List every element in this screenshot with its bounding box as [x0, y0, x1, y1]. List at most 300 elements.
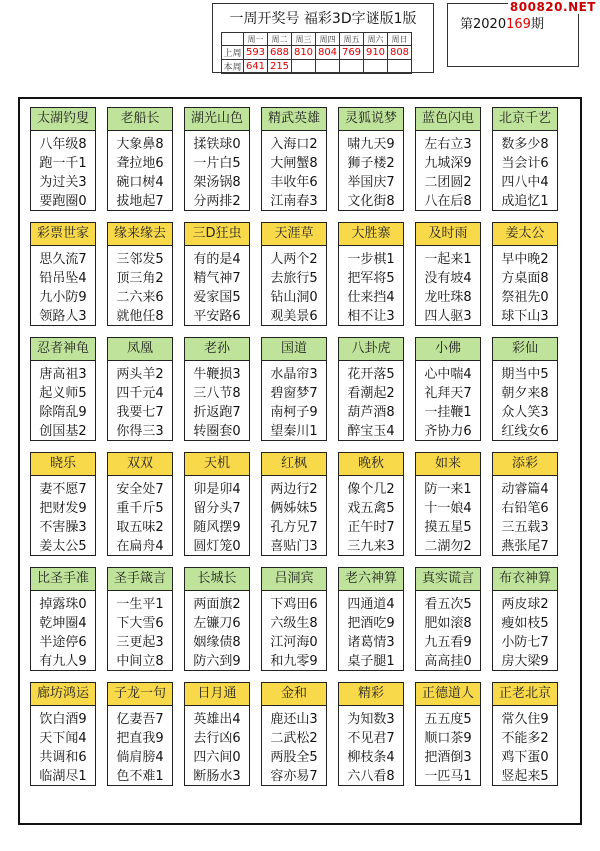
card-title: 湖光山色 [185, 108, 249, 131]
riddle-line: 色不难1 [116, 769, 164, 784]
riddle-line: 戏五禽5 [347, 501, 395, 516]
card-title: 廊坊鸿运 [31, 683, 95, 706]
riddle-line: 水晶帘3 [270, 367, 318, 382]
weekday-cell: 周六 [364, 33, 388, 46]
corner-cell [222, 33, 244, 46]
riddle-line: 左右立3 [424, 137, 472, 152]
riddle-lines [416, 361, 480, 441]
riddle-line: 正午时7 [347, 520, 395, 535]
card-title: 天机 [185, 453, 249, 476]
riddle-line: 起义师5 [39, 386, 87, 401]
riddle-line: 四八中4 [501, 175, 549, 190]
riddle-line: 九小防9 [39, 290, 87, 305]
card-title: 晓乐 [31, 453, 95, 476]
riddle-line: 诸葛情3 [347, 635, 395, 650]
riddle-grid [30, 107, 558, 786]
card-title: 精彩 [339, 683, 403, 706]
riddle-lines [185, 706, 249, 786]
card-title: 老船长 [108, 108, 172, 131]
riddle-line: 瘦如枝5 [501, 616, 549, 631]
riddle-line: 为知数3 [347, 712, 395, 727]
riddle-lines [262, 246, 326, 326]
riddle-line: 卯是卯4 [193, 482, 241, 497]
riddle-card [261, 222, 327, 326]
riddle-line: 半途停6 [39, 635, 87, 650]
riddle-line: 四通道4 [347, 597, 395, 612]
card-title: 凤凰 [108, 338, 172, 361]
card-title: 精武英雄 [262, 108, 326, 131]
riddle-lines [493, 131, 557, 211]
riddle-line: 举国庆7 [347, 175, 395, 190]
riddle-line: 有的是4 [193, 252, 241, 267]
riddle-line: 俩姊妹5 [270, 501, 318, 516]
card-title: 大胜寨 [339, 223, 403, 246]
riddle-line: 礼拜天7 [424, 386, 472, 401]
riddle-lines [262, 591, 326, 671]
riddle-line: 爱家国5 [193, 290, 241, 305]
issue-suffix: 期 [530, 17, 544, 32]
riddle-line: 碧窗梦7 [270, 386, 318, 401]
riddle-line: 防一来1 [424, 482, 472, 497]
riddle-line: 不能多2 [501, 731, 549, 746]
riddle-line: 心中喘4 [424, 367, 472, 382]
riddle-line: 狮子楼2 [347, 156, 395, 171]
draw-number [292, 60, 316, 74]
card-title: 老六神算 [339, 568, 403, 591]
riddle-line: 大闸蟹8 [270, 156, 318, 171]
riddle-line: 摸五星5 [424, 520, 472, 535]
this-week-row [222, 60, 412, 74]
riddle-line: 九城深9 [424, 156, 472, 171]
weekday-cell: 周三 [292, 33, 316, 46]
draw-number: 641 [244, 60, 268, 74]
card-title: 小佛 [416, 338, 480, 361]
riddle-line: 望秦川1 [270, 424, 318, 439]
draw-number: 215 [268, 60, 292, 74]
riddle-lines [185, 476, 249, 556]
riddle-line: 鹿还山3 [270, 712, 318, 727]
weekly-draw-panel [212, 3, 434, 73]
riddle-line: 亿妻吾7 [116, 712, 164, 727]
riddle-lines [339, 476, 403, 556]
riddle-lines [339, 361, 403, 441]
riddle-line: 四千元4 [116, 386, 164, 401]
riddle-lines [339, 131, 403, 211]
riddle-line: 铅吊坠4 [39, 271, 87, 286]
card-title: 长城长 [185, 568, 249, 591]
card-title: 及时雨 [416, 223, 480, 246]
riddle-line: 精气神7 [193, 271, 241, 286]
card-title: 晚秋 [339, 453, 403, 476]
riddle-card [492, 567, 558, 671]
riddle-card [415, 567, 481, 671]
riddle-line: 两头羊2 [116, 367, 164, 382]
riddle-line: 一匹马1 [424, 769, 472, 784]
riddle-line: 左镰刀6 [193, 616, 241, 631]
riddle-line: 常久住9 [501, 712, 549, 727]
riddle-lines [108, 361, 172, 441]
card-title: 缘来缘去 [108, 223, 172, 246]
card-title: 蓝色闪电 [416, 108, 480, 131]
riddle-line: 把直我9 [116, 731, 164, 746]
draw-number [364, 60, 388, 74]
riddle-line: 相不让3 [347, 309, 395, 324]
riddle-card [184, 337, 250, 441]
riddle-line: 要跑圈0 [39, 194, 87, 209]
riddle-line: 一挂鞭1 [424, 405, 472, 420]
riddle-card [261, 107, 327, 211]
riddle-card [261, 567, 327, 671]
riddle-board [18, 97, 582, 825]
riddle-lines [416, 706, 480, 786]
riddle-card [107, 567, 173, 671]
last-week-row [222, 46, 412, 60]
card-title: 忍者神龟 [31, 338, 95, 361]
riddle-lines [31, 706, 95, 786]
riddle-line: 创国基2 [39, 424, 87, 439]
riddle-line: 拔地起7 [116, 194, 164, 209]
riddle-lines [262, 706, 326, 786]
riddle-card [261, 682, 327, 786]
riddle-card [415, 682, 481, 786]
riddle-line: 仕来挡4 [347, 290, 395, 305]
draw-number: 688 [268, 46, 292, 60]
riddle-line: 三邻发5 [116, 252, 164, 267]
riddle-line: 众人笑3 [501, 405, 549, 420]
draw-number: 810 [292, 46, 316, 60]
riddle-line: 三九来3 [347, 539, 395, 554]
riddle-line: 平安路6 [193, 309, 241, 324]
riddle-lines [31, 361, 95, 441]
riddle-line: 一步棋1 [347, 252, 395, 267]
riddle-line: 思久流7 [39, 252, 87, 267]
riddle-card [415, 337, 481, 441]
weekday-cell: 周一 [244, 33, 268, 46]
draw-number: 910 [364, 46, 388, 60]
riddle-line: 有九人9 [39, 654, 87, 669]
card-title: 彩票世家 [31, 223, 95, 246]
riddle-line: 鸡下蛋0 [501, 750, 549, 765]
riddle-line: 入海口2 [270, 137, 318, 152]
riddle-line: 六级生8 [270, 616, 318, 631]
riddle-line: 成追忆1 [501, 194, 549, 209]
riddle-line: 齐协力6 [424, 424, 472, 439]
riddle-line: 人两个2 [270, 252, 318, 267]
riddle-line: 看潮起2 [347, 386, 395, 401]
riddle-line: 下大雪6 [116, 616, 164, 631]
riddle-card [492, 337, 558, 441]
riddle-card [338, 682, 404, 786]
riddle-lines [416, 131, 480, 211]
riddle-line: 小防七7 [501, 635, 549, 650]
riddle-card [338, 107, 404, 211]
riddle-line: 牛鞭损3 [193, 367, 241, 382]
riddle-line: 姜太公5 [39, 539, 87, 554]
riddle-line: 揉铁球0 [193, 137, 241, 152]
card-title: 彩仙 [493, 338, 557, 361]
riddle-line: 去行凶6 [193, 731, 241, 746]
issue-digits: 169 [506, 17, 531, 32]
riddle-line: 祭祖先0 [501, 290, 549, 305]
riddle-line: 看五次5 [424, 597, 472, 612]
riddle-line: 四人驱3 [424, 309, 472, 324]
riddle-lines [108, 706, 172, 786]
riddle-line: 葫芦酒8 [347, 405, 395, 420]
riddle-line: 二六来6 [116, 290, 164, 305]
riddle-lines [31, 476, 95, 556]
weekday-cell: 周四 [316, 33, 340, 46]
riddle-lines [108, 591, 172, 671]
riddle-line: 跑一千1 [39, 156, 87, 171]
riddle-lines [108, 246, 172, 326]
riddle-card [261, 452, 327, 556]
card-title: 真实谎言 [416, 568, 480, 591]
draw-number [340, 60, 364, 74]
riddle-line: 朝夕来8 [501, 386, 549, 401]
riddle-lines [262, 476, 326, 556]
card-title: 八卦虎 [339, 338, 403, 361]
riddle-line: 八在后8 [424, 194, 472, 209]
riddle-line: 架汤锅8 [193, 175, 241, 190]
card-title: 吕洞宾 [262, 568, 326, 591]
riddle-line: 八年级8 [39, 137, 87, 152]
card-title: 如来 [416, 453, 480, 476]
riddle-line: 顺口茶9 [424, 731, 472, 746]
riddle-line: 三五载3 [501, 520, 549, 535]
riddle-line: 你得三3 [116, 424, 164, 439]
riddle-line: 醉宝玉4 [347, 424, 395, 439]
riddle-line: 聋拉地6 [116, 156, 164, 171]
card-title: 三D狂虫 [185, 223, 249, 246]
riddle-line: 下鸡田6 [270, 597, 318, 612]
riddle-line: 江南春3 [270, 194, 318, 209]
riddle-line: 妻不愿7 [39, 482, 87, 497]
riddle-card [30, 682, 96, 786]
riddle-line: 丰收年6 [270, 175, 318, 190]
weekday-cell: 周日 [388, 33, 412, 46]
draw-number: 804 [316, 46, 340, 60]
riddle-line: 唐高祖3 [39, 367, 87, 382]
card-title: 添彩 [493, 453, 557, 476]
card-title: 天涯草 [262, 223, 326, 246]
riddle-line: 高高挂0 [424, 654, 472, 669]
riddle-line: 圆灯笼0 [193, 539, 241, 554]
riddle-lines [493, 246, 557, 326]
riddle-line: 红线女6 [501, 424, 549, 439]
riddle-line: 除隋乱9 [39, 405, 87, 420]
riddle-line: 二武松2 [270, 731, 318, 746]
riddle-line: 江河海0 [270, 635, 318, 650]
riddle-card [338, 452, 404, 556]
riddle-line: 随风摆9 [193, 520, 241, 535]
riddle-line: 共调和6 [39, 750, 87, 765]
riddle-line: 英雄出4 [193, 712, 241, 727]
riddle-line: 两面旗2 [193, 597, 241, 612]
card-title: 国道 [262, 338, 326, 361]
riddle-line: 期当中5 [501, 367, 549, 382]
riddle-line: 钻山洞0 [270, 290, 318, 305]
riddle-lines [339, 246, 403, 326]
riddle-line: 五五度5 [424, 712, 472, 727]
riddle-lines [493, 591, 557, 671]
riddle-line: 球下山3 [501, 309, 549, 324]
weekly-draw-title: 一周开奖号 福彩3D字谜版1版 [229, 11, 417, 27]
riddle-card [184, 222, 250, 326]
card-title: 姜太公 [493, 223, 557, 246]
weekday-row [222, 33, 412, 46]
riddle-card [415, 452, 481, 556]
card-title: 正德道人 [416, 683, 480, 706]
card-title: 双双 [108, 453, 172, 476]
riddle-card [184, 682, 250, 786]
riddle-line: 数多少8 [501, 137, 549, 152]
riddle-lines [493, 476, 557, 556]
riddle-line: 孔方兄7 [270, 520, 318, 535]
card-title: 布衣神算 [493, 568, 557, 591]
riddle-line: 为过关3 [39, 175, 87, 190]
riddle-card [261, 337, 327, 441]
riddle-lines [493, 361, 557, 441]
riddle-lines [262, 361, 326, 441]
draw-number [388, 60, 412, 74]
site-watermark: 800820.NET [509, 0, 596, 14]
riddle-line: 把酒吃9 [347, 616, 395, 631]
card-title: 北京千艺 [493, 108, 557, 131]
riddle-lines [262, 131, 326, 211]
card-title: 老孙 [185, 338, 249, 361]
riddle-line: 乾坤圈4 [39, 616, 87, 631]
issue-prefix: 第2020 [460, 17, 507, 32]
riddle-card [107, 452, 173, 556]
riddle-card [30, 567, 96, 671]
riddle-line: 姻缘债8 [193, 635, 241, 650]
riddle-card [184, 107, 250, 211]
riddle-line: 碗口树4 [116, 175, 164, 190]
riddle-line: 方桌面8 [501, 271, 549, 286]
riddle-line: 去旅行5 [270, 271, 318, 286]
riddle-line: 分两排2 [193, 194, 241, 209]
riddle-line: 安全处7 [116, 482, 164, 497]
riddle-line: 和九零9 [270, 654, 318, 669]
card-title: 正老北京 [493, 683, 557, 706]
riddle-lines [416, 476, 480, 556]
riddle-line: 三更起3 [116, 635, 164, 650]
riddle-line: 一生平1 [116, 597, 164, 612]
riddle-line: 把军将5 [347, 271, 395, 286]
card-title: 圣手箴言 [108, 568, 172, 591]
riddle-lines [185, 246, 249, 326]
riddle-card [338, 337, 404, 441]
riddle-line: 二湖勿2 [424, 539, 472, 554]
riddle-line: 领路人3 [39, 309, 87, 324]
riddle-line: 桌子腿1 [347, 654, 395, 669]
riddle-lines [108, 131, 172, 211]
card-title: 日月通 [185, 683, 249, 706]
draw-number: 808 [388, 46, 412, 60]
riddle-lines [339, 591, 403, 671]
riddle-card [415, 222, 481, 326]
riddle-card [30, 107, 96, 211]
riddle-line: 竖起来5 [501, 769, 549, 784]
card-title: 灵狐说梦 [339, 108, 403, 131]
riddle-line: 燕张尾7 [501, 539, 549, 554]
riddle-line: 就他任8 [116, 309, 164, 324]
riddle-line: 像个几2 [347, 482, 395, 497]
riddle-line: 一起来1 [424, 252, 472, 267]
riddle-lines [185, 131, 249, 211]
riddle-line: 房大梁9 [501, 654, 549, 669]
riddle-card [107, 682, 173, 786]
riddle-card [30, 222, 96, 326]
riddle-line: 中间立8 [116, 654, 164, 669]
riddle-line: 把酒倒3 [424, 750, 472, 765]
row-label: 上周 [222, 46, 244, 60]
draw-number: 593 [244, 46, 268, 60]
riddle-lines [339, 706, 403, 786]
weekday-cell: 周五 [340, 33, 364, 46]
riddle-line: 转圈套0 [193, 424, 241, 439]
riddle-line: 两皮球2 [501, 597, 549, 612]
weekly-draw-table [221, 32, 412, 74]
riddle-line: 留分头7 [193, 501, 241, 516]
riddle-line: 花开落5 [347, 367, 395, 382]
riddle-line: 龙吐珠8 [424, 290, 472, 305]
riddle-lines [185, 591, 249, 671]
card-title: 太湖钓叟 [31, 108, 95, 131]
riddle-card [107, 222, 173, 326]
riddle-line: 倘肩膀4 [116, 750, 164, 765]
riddle-line: 没有坡4 [424, 271, 472, 286]
draw-number: 769 [340, 46, 364, 60]
riddle-card [30, 337, 96, 441]
riddle-line: 十一娘4 [424, 501, 472, 516]
riddle-card [492, 682, 558, 786]
riddle-lines [493, 706, 557, 786]
riddle-card [107, 107, 173, 211]
riddle-card [184, 452, 250, 556]
riddle-line: 动睿篇4 [501, 482, 549, 497]
riddle-line: 断肠水3 [193, 769, 241, 784]
riddle-line: 喜贴门3 [270, 539, 318, 554]
riddle-card [30, 452, 96, 556]
riddle-line: 四六间0 [193, 750, 241, 765]
riddle-lines [416, 591, 480, 671]
riddle-lines [185, 361, 249, 441]
riddle-line: 不见君7 [347, 731, 395, 746]
riddle-card [492, 107, 558, 211]
riddle-line: 天下闻4 [39, 731, 87, 746]
riddle-line: 饮白酒9 [39, 712, 87, 727]
riddle-line: 大象鼻8 [116, 137, 164, 152]
riddle-line: 两边行2 [270, 482, 318, 497]
issue-number [460, 13, 544, 32]
card-title: 子龙一句 [108, 683, 172, 706]
riddle-line: 在扁舟4 [116, 539, 164, 554]
riddle-line: 右铅笔6 [501, 501, 549, 516]
riddle-card [107, 337, 173, 441]
riddle-line: 掉露珠0 [39, 597, 87, 612]
card-title: 红枫 [262, 453, 326, 476]
riddle-line: 二团圆2 [424, 175, 472, 190]
riddle-line: 早中晚2 [501, 252, 549, 267]
riddle-line: 不害臊3 [39, 520, 87, 535]
riddle-line: 六八看8 [347, 769, 395, 784]
riddle-line: 南柯子9 [270, 405, 318, 420]
riddle-lines [108, 476, 172, 556]
row-label: 本周 [222, 60, 244, 74]
riddle-lines [31, 131, 95, 211]
riddle-card [492, 452, 558, 556]
